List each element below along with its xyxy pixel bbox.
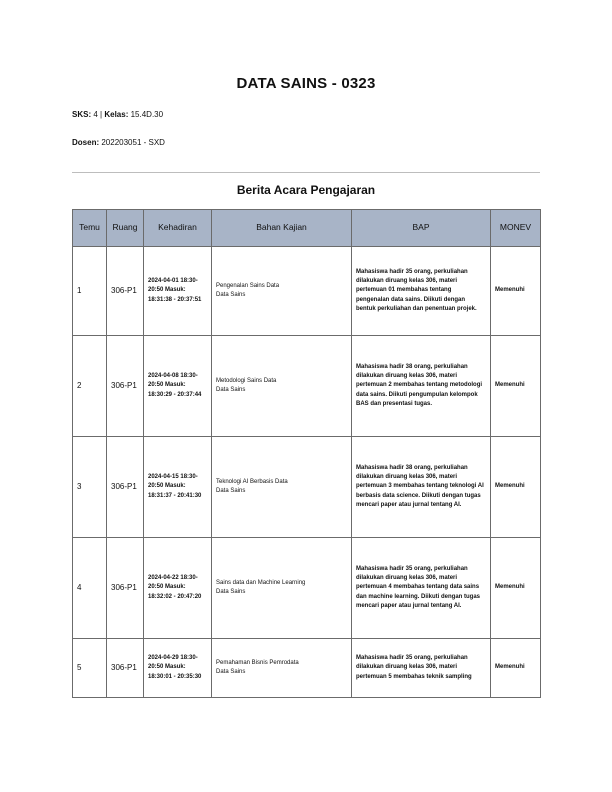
cell-ruang: 306-P1 xyxy=(107,639,144,698)
table-row xyxy=(73,639,541,698)
cell-temu: 1 xyxy=(73,247,107,336)
header-temu: Temu xyxy=(73,210,107,247)
cell-bap: Mahasiswa hadir 35 orang, perkuliahan dilakukan diruang kelas 306, materi pertemuan 01 membahas tentang pengenalan data sains. Diikuti dengan bentuk perkuliahan dan penentuan projek. xyxy=(352,247,491,336)
cell-ruang: 306-P1 xyxy=(107,247,144,336)
cell-kehadiran: 2024-04-29 18:30-20:50 Masuk: 18:30:01 - 20:35:30 xyxy=(144,639,212,698)
cell-temu: 3 xyxy=(73,437,107,538)
bap-table xyxy=(72,209,541,698)
kelas-value: 15.4D.30 xyxy=(130,110,164,119)
bahan-course: Data Sains xyxy=(216,292,246,298)
bahan-topic: Pengenalan Sains Data xyxy=(216,282,280,289)
header-ruang: Ruang xyxy=(107,210,144,247)
dosen-value: 202203051 - SXD xyxy=(101,138,165,147)
table-row xyxy=(73,437,541,538)
header-bap: BAP xyxy=(352,210,491,247)
cell-kehadiran: 2024-04-22 18:30-20:50 Masuk: 18:32:02 - 20:47:20 xyxy=(144,538,212,639)
header-monev: MONEV xyxy=(491,210,541,247)
course-meta-sks-kelas xyxy=(72,110,163,119)
header-bahan-kajian: Bahan Kajian xyxy=(212,210,352,247)
cell-kehadiran: 2024-04-01 18:30-20:50 Masuk: 18:31:38 - 20:37:51 xyxy=(144,247,212,336)
cell-monev: Memenuhi xyxy=(491,538,541,639)
table-header-row xyxy=(73,210,541,247)
cell-monev: Memenuhi xyxy=(491,639,541,698)
table-row xyxy=(73,336,541,437)
table-row xyxy=(73,247,541,336)
dosen-label: Dosen: xyxy=(72,138,100,147)
cell-bahan-kajian xyxy=(212,639,352,698)
cell-monev: Memenuhi xyxy=(491,247,541,336)
cell-ruang: 306-P1 xyxy=(107,437,144,538)
cell-temu: 5 xyxy=(73,639,107,698)
kelas-label: Kelas: xyxy=(104,110,129,119)
sks-value: 4 xyxy=(93,110,98,119)
cell-bahan-kajian xyxy=(212,247,352,336)
cell-bap: Mahasiswa hadir 35 orang, perkuliahan dilakukan diruang kelas 306, materi pertemuan 4 membahas tentang data sains dan machine learning. Diikuti dengan tugas mencari paper atau jurnal tentang AI. xyxy=(352,538,491,639)
cell-monev: Memenuhi xyxy=(491,437,541,538)
cell-ruang: 306-P1 xyxy=(107,538,144,639)
bahan-course: Data Sains xyxy=(216,669,246,675)
cell-bap: Mahasiswa hadir 35 orang, perkuliahan dilakukan diruang kelas 306, materi pertemuan 5 membahas teknik sampling xyxy=(352,639,491,698)
cell-temu: 4 xyxy=(73,538,107,639)
cell-bahan-kajian xyxy=(212,437,352,538)
cell-kehadiran: 2024-04-15 18:30-20:50 Masuk: 18:31:37 - 20:41:30 xyxy=(144,437,212,538)
cell-temu: 2 xyxy=(73,336,107,437)
course-title: DATA SAINS - 0323 xyxy=(236,75,376,92)
cell-bahan-kajian xyxy=(212,538,352,639)
bahan-topic: Metodologi Sains Data xyxy=(216,377,277,384)
bahan-course: Data Sains xyxy=(216,488,246,494)
bahan-course: Data Sains xyxy=(216,589,246,595)
cell-bap: Mahasiswa hadir 38 orang, perkuliahan dilakukan diruang kelas 306, materi pertemuan 2 membahas tentang metodologi data sains. Diikuti pengumpulan kelompok BAS dan presentasi tugas. xyxy=(352,336,491,437)
header-divider xyxy=(72,172,540,173)
bahan-topic: Teknologi AI Berbasis Data xyxy=(216,478,288,485)
meta-separator: | xyxy=(100,110,103,119)
cell-kehadiran: 2024-04-08 18:30-20:50 Masuk: 18:30:29 - 20:37:44 xyxy=(144,336,212,437)
header-kehadiran: Kehadiran xyxy=(144,210,212,247)
cell-monev: Memenuhi xyxy=(491,336,541,437)
cell-bap: Mahasiswa hadir 38 orang, perkuliahan dilakukan diruang kelas 306, materi pertemuan 3 membahas tentang teknologi AI berbasis data science. Diikuti dengan tugas mencari paper atau jurnal tentang AI. xyxy=(352,437,491,538)
cell-bahan-kajian xyxy=(212,336,352,437)
section-title: Berita Acara Pengajaran xyxy=(236,183,376,197)
bahan-course: Data Sains xyxy=(216,387,246,393)
table-row xyxy=(73,538,541,639)
course-meta-dosen xyxy=(72,138,165,147)
bahan-topic: Pemahaman Bisnis Pemrodata xyxy=(216,659,299,666)
sks-label: SKS: xyxy=(72,110,92,119)
bahan-topic: Sains data dan Machine Learning xyxy=(216,579,306,586)
cell-ruang: 306-P1 xyxy=(107,336,144,437)
